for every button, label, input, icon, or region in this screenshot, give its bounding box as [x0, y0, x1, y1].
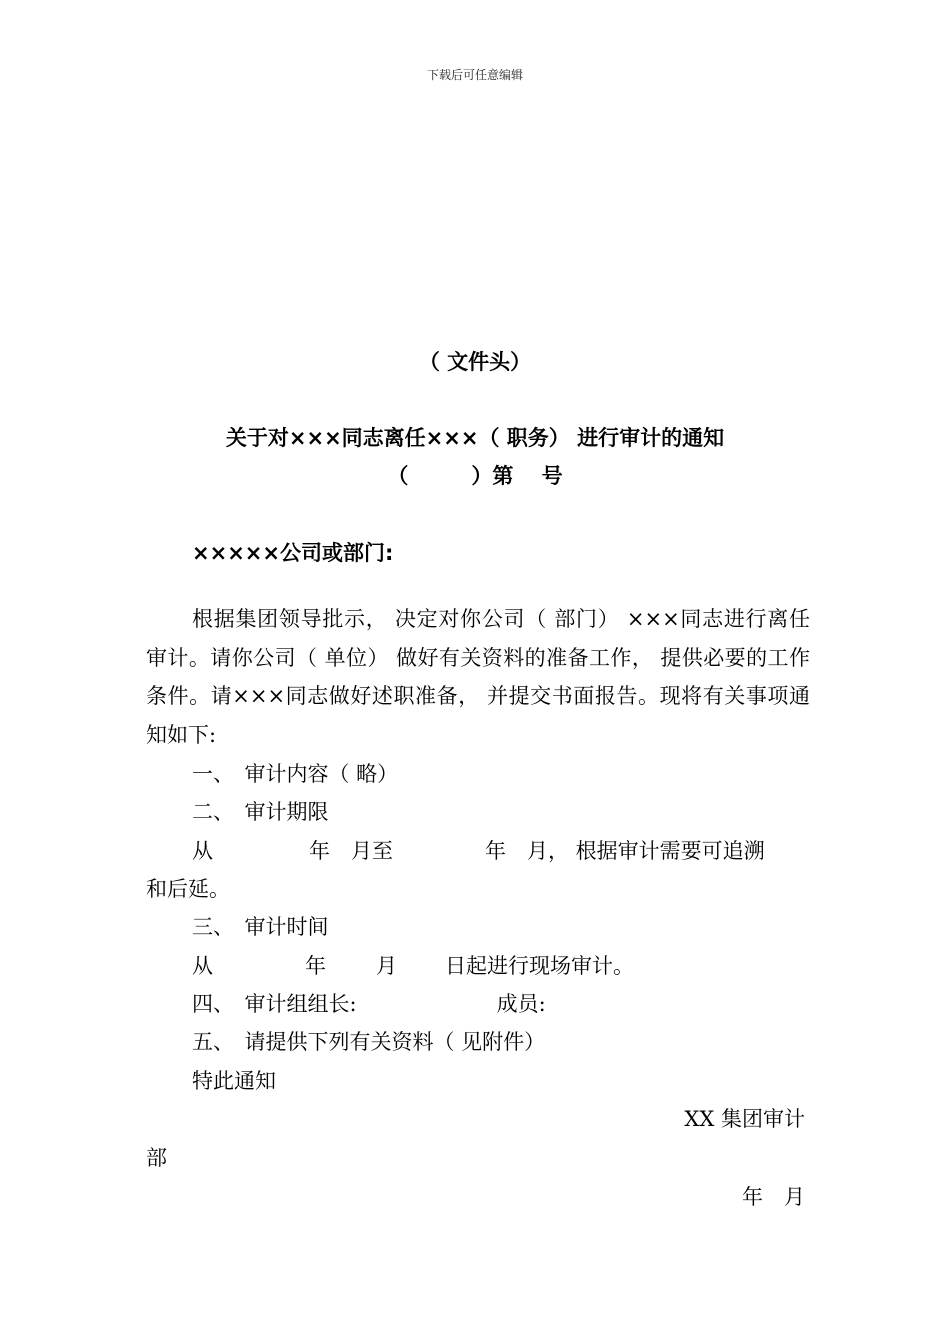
item-audit-content: 一、 审计内容（ 略）	[192, 762, 399, 786]
time-month: 月	[376, 954, 397, 978]
addressee: ×××××公司或部门:	[192, 541, 394, 565]
signature-date: 年 月	[742, 1185, 805, 1209]
item-audit-period: 二、 审计期限	[192, 800, 329, 824]
period-from: 从	[192, 839, 213, 863]
page-header-note: 下载后可任意编辑	[426, 68, 523, 82]
item-materials: 五、 请提供下列有关资料（ 见附件）	[192, 1030, 546, 1054]
intro-paragraph: 根据集团领导批示， 决定对你公司（ 部门） ×××同志进行离任审计。请你公司（ 单位） 做好有关资料的准备工作， 提供必要的工作条件。请×××同志做好述职准备， 并提交书面报告。现将有关事项通知如下:	[146, 607, 810, 747]
team-members-label: 成员:	[496, 992, 546, 1016]
signature-org-continued: 部	[146, 1146, 167, 1170]
time-day-start: 日起进行现场审计。	[445, 954, 634, 978]
period-year-month-to: 年 月至	[309, 839, 393, 863]
closing-remark: 特此通知	[192, 1069, 276, 1093]
signature-org: XX 集团审计	[684, 1107, 805, 1131]
time-year: 年	[305, 954, 326, 978]
notice-title: 关于对×××同志离任×××（ 职务） 进行审计的通知	[225, 426, 725, 450]
item-audit-team	[192, 985, 546, 1024]
team-leader-label: 四、 审计组组长:	[192, 992, 357, 1016]
file-head: （ 文件头）	[418, 350, 532, 374]
time-from: 从	[192, 954, 213, 978]
time-line	[192, 947, 634, 986]
period-line	[192, 832, 765, 871]
period-year-month-end: 年 月， 根据审计需要可追溯	[485, 839, 765, 863]
period-line-continued: 和后延。	[146, 877, 230, 901]
item-audit-time: 三、 审计时间	[192, 915, 329, 939]
document-number: （ ）第 号	[387, 464, 563, 488]
